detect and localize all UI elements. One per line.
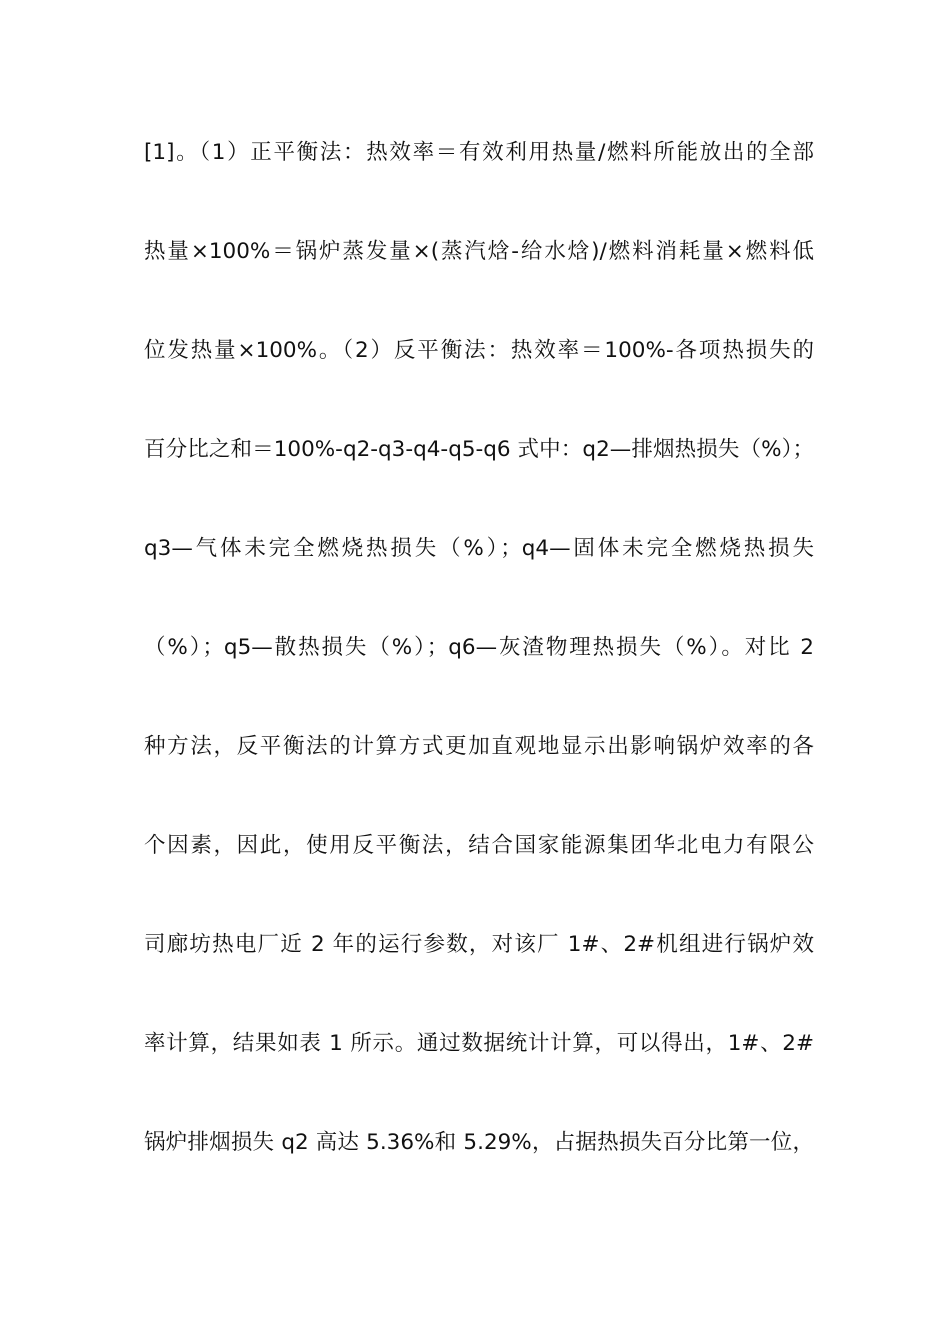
text-line-8: 个因素，因此，使用反平衡法，结合国家能源集团华北电力有限公 xyxy=(144,833,814,858)
text-line-3: 位发热量×100%。（2）反平衡法：热效率＝100%-各项热损失的 xyxy=(144,338,814,363)
text-line-7: 种方法，反平衡法的计算方式更加直观地显示出影响锅炉效率的各 xyxy=(144,734,814,759)
text-line-1: [1]。（1）正平衡法：热效率＝有效利用热量/燃料所能放出的全部 xyxy=(144,140,814,165)
text-line-5: q3—气体未完全燃烧热损失（%）；q4—固体未完全燃烧热损失 xyxy=(144,536,814,561)
text-line-10: 率计算，结果如表 1 所示。通过数据统计计算，可以得出，1#、2# xyxy=(144,1031,814,1056)
text-line-6: （%）；q5—散热损失（%）；q6—灰渣物理热损失（%）。对比 2 xyxy=(144,635,814,660)
text-line-2: 热量×100%＝锅炉蒸发量×(蒸汽焓-给水焓)/燃料消耗量×燃料低 xyxy=(144,239,814,264)
text-line-4: 百分比之和＝100%-q2-q3-q4-q5-q6 式中：q2—排烟热损失（%）； xyxy=(144,437,814,462)
text-line-11: 锅炉排烟损失 q2 高达 5.36%和 5.29%，占据热损失百分比第一位， xyxy=(144,1130,814,1155)
text-line-9: 司廊坊热电厂近 2 年的运行参数，对该厂 1#、2#机组进行锅炉效 xyxy=(144,932,814,957)
